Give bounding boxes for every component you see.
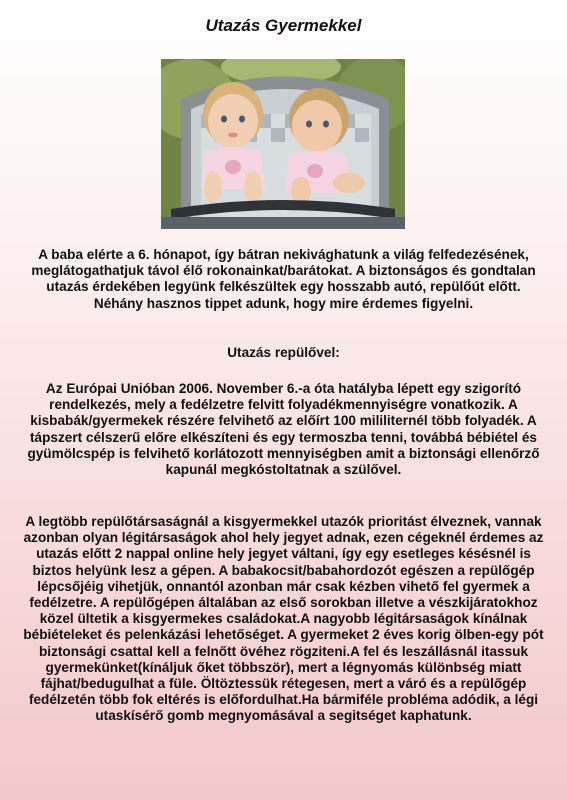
- paragraph-liquids-rule: Az Európai Unióban 2006. November 6.-a óta hatályba lépett egy szigorító rendelkezés, mely a fedélzetre felvitt folyadékmennyiségre vonatkozik. A kisbabák/gyermekek részére felvihető az előírt 100 mililiternél több folyadék. A tápszert célszerű előre elkészíteni és egy termoszba tenni, továbbá bébiétel és gyümölcspép is felvihető korlátozott mennyiségben amit a biztonsági ellenőrző kapunál megkóstoltatnak a szülővel.: [27, 381, 540, 478]
- photo-two-toddlers-in-stroller: [161, 59, 405, 229]
- section-heading: Utazás repülővel:: [227, 345, 340, 360]
- page-title: Utazás Gyermekkel: [205, 16, 362, 35]
- intro-paragraph: A baba elérte a 6. hónapot, így bátran nekivághatunk a világ felfedezésének, meglátogathatjuk távol élő rokonainkat/barátokat. A biztonságos és gondtalan utazás érdekében legyünk felkészültek egy hosszabb autó, repülőút előtt. Néhány hasznos tippet adunk, hogy mire érdemes figyelni.: [31, 247, 536, 311]
- paragraph-airline-tips: A legtöbb repülőtársaságnál a kisgyermekkel utazók prioritást élveznek, vannak azonban olyan légitársaságok ahol hely jegyet adnak, ezen cégeknél érdemes az utazás előtt 2 nappal online hely jegyet váltani, így egy esetleges késésnél is biztos helyünk lesz a gépen. A babakocsit/babahordozót egészen a repülőgép lépcsőjéig vihetjük, onnantól azonban már csak kézben vihető fel gyermek a fedélzetre. A repülőgépen általában az első sorokban illetve a vészkijáratokhoz közel ültetik a kisgyermekes családokat.A nagyobb légitársaságok kínálnak bébiételeket és pelenkázási lehetőséget. A gyermeket 2 éves korig ölben-egy pót biztonsági csattal kell a felnőtt övéhez rögziteni.A fel és leszállásnál itassuk gyermekünket(kínáljuk őket többször), mert a légnyomás különbség miatt fájhat/bedugulhat a füle. Öltöztessük rétegesen, mert a váró és a repülőgép fedélzetén több fok eltérés is előfordulhat.Ha bármiféle probléma adódik, a légi utaskísérő gomb megnyomásával a segitséget kaphatunk.: [23, 514, 544, 724]
